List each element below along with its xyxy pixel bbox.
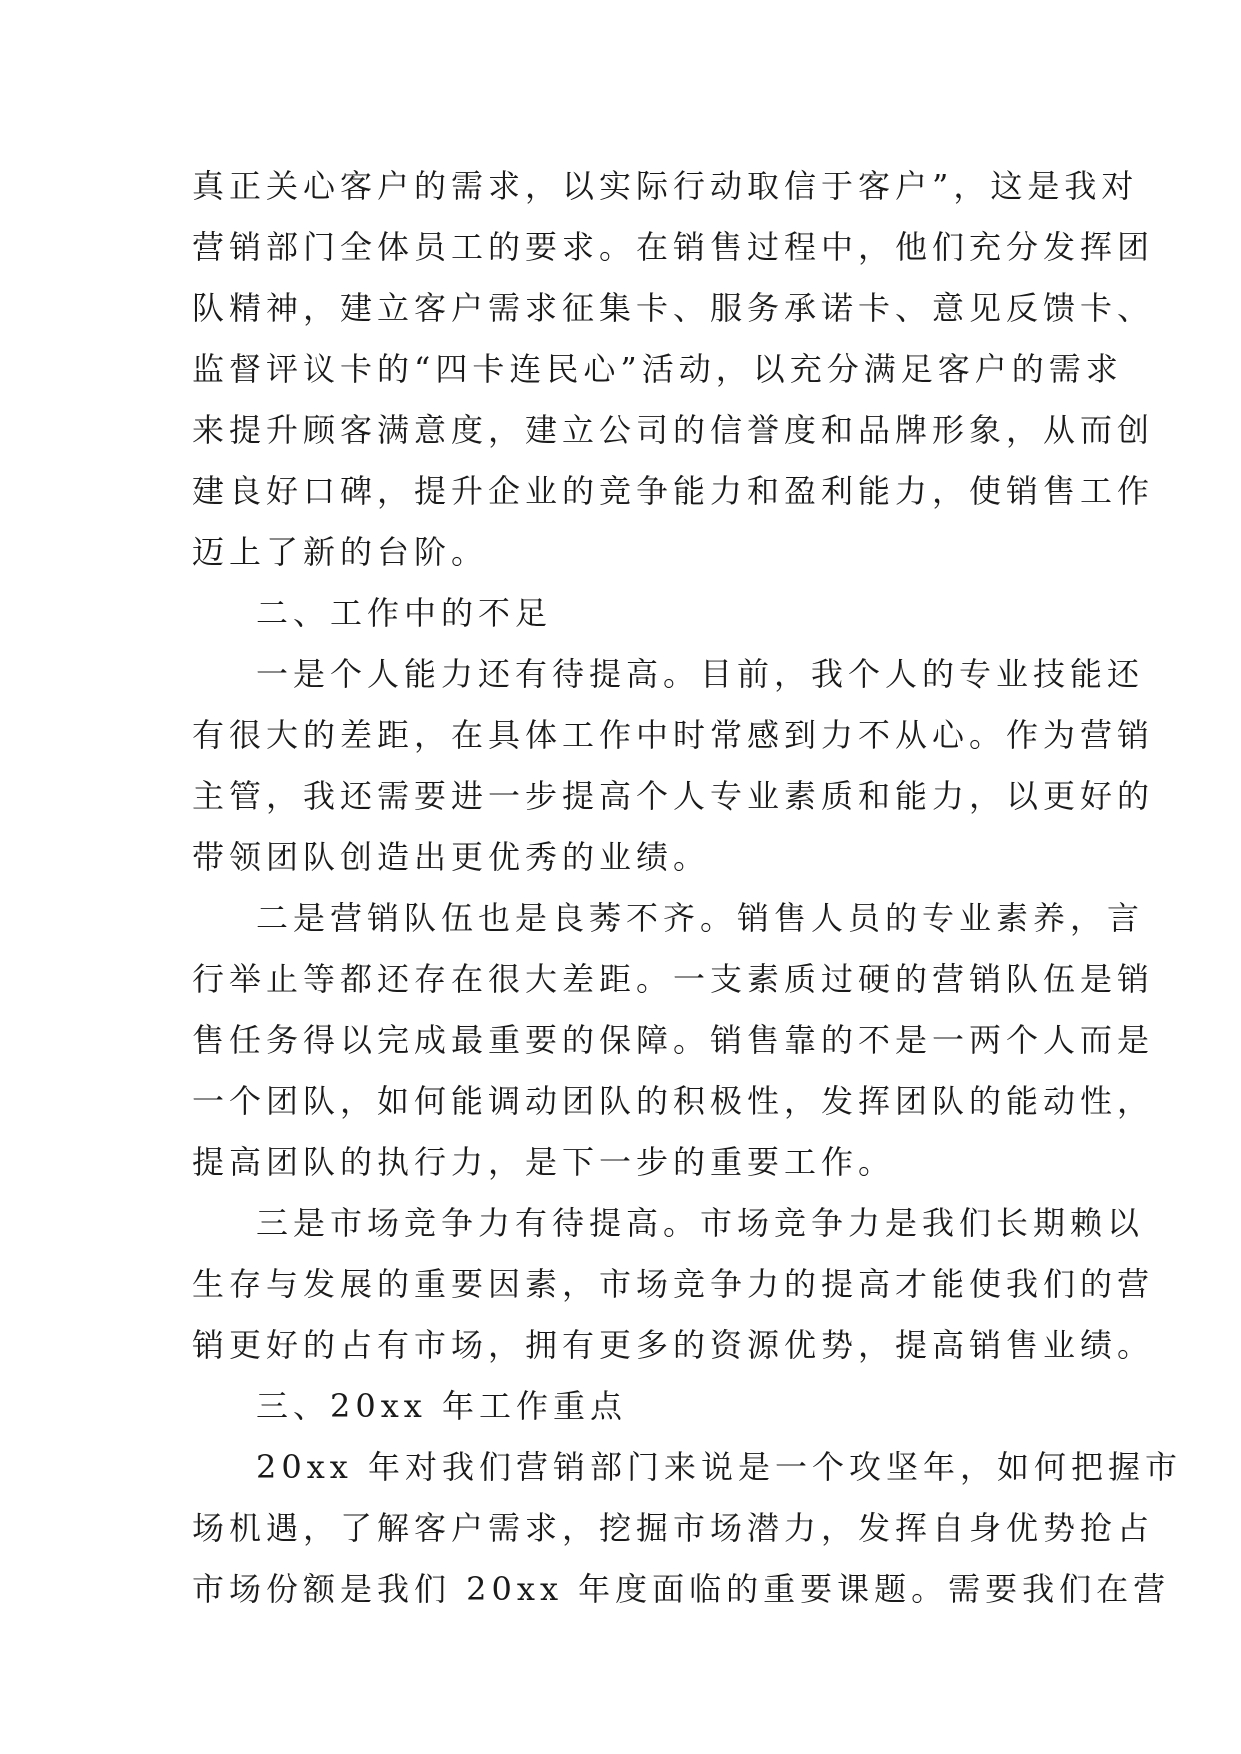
text-line: 一个团队，如何能调动团队的积极性，发挥团队的能动性，: [192, 1082, 1155, 1120]
text-line: 有很大的差距，在具体工作中时常感到力不从心。作为营销: [192, 716, 1155, 754]
text-line: 市场份额是我们 20xx 年度面临的重要课题。需要我们在营: [192, 1570, 1171, 1608]
text-line: 建良好口碑，提升企业的竞争能力和盈利能力，使销售工作: [192, 472, 1155, 510]
text-line: 来提升顾客满意度，建立公司的信誉度和品牌形象，从而创: [192, 411, 1155, 449]
text-line: 主管，我还需要进一步提高个人专业素质和能力，以更好的: [192, 777, 1155, 815]
paragraph: [192, 1193, 1155, 1376]
text-line: 售任务得以完成最重要的保障。销售靠的不是一两个人而是: [192, 1021, 1155, 1059]
text-line: 迈上了新的台阶。: [192, 533, 489, 571]
heading-line: 二、工作中的不足: [256, 594, 553, 632]
text-line: 三是市场竞争力有待提高。市场竞争力是我们长期赖以: [256, 1204, 1145, 1242]
text-line: 带领团队创造出更优秀的业绩。: [192, 838, 711, 876]
text-line: 监督评议卡的“四卡连民心”活动，以充分满足客户的需求: [192, 350, 1123, 388]
document-body: [192, 156, 1182, 1620]
paragraph: [192, 644, 1155, 888]
paragraph: [192, 888, 1155, 1193]
text-line: 提高团队的执行力，是下一步的重要工作。: [192, 1143, 896, 1181]
text-line: 20xx 年对我们营销部门来说是一个攻坚年，如何把握市: [256, 1448, 1182, 1486]
text-line: 一是个人能力还有待提高。目前，我个人的专业技能还: [256, 655, 1145, 693]
text-line: 销更好的占有市场，拥有更多的资源优势，提高销售业绩。: [192, 1326, 1155, 1364]
text-line: 行举止等都还存在很大差距。一支素质过硬的营销队伍是销: [192, 960, 1155, 998]
heading-line: 三、20xx 年工作重点: [256, 1387, 627, 1425]
text-line: 生存与发展的重要因素，市场竞争力的提高才能使我们的营: [192, 1265, 1155, 1303]
section-heading: [192, 583, 1072, 644]
text-line: 营销部门全体员工的要求。在销售过程中，他们充分发挥团: [192, 228, 1155, 266]
text-line: 真正关心客户的需求，以实际行动取信于客户”，这是我对: [192, 167, 1139, 205]
paragraph-continuation: [192, 156, 1155, 583]
text-line: 二是营销队伍也是良莠不齐。销售人员的专业素养，言: [256, 899, 1145, 937]
paragraph: [192, 1437, 1182, 1620]
text-line: 队精神，建立客户需求征集卡、服务承诺卡、意见反馈卡、: [192, 289, 1155, 327]
text-line: 场机遇，了解客户需求，挖掘市场潜力，发挥自身优势抢占: [192, 1509, 1155, 1547]
section-heading: [192, 1376, 1072, 1437]
